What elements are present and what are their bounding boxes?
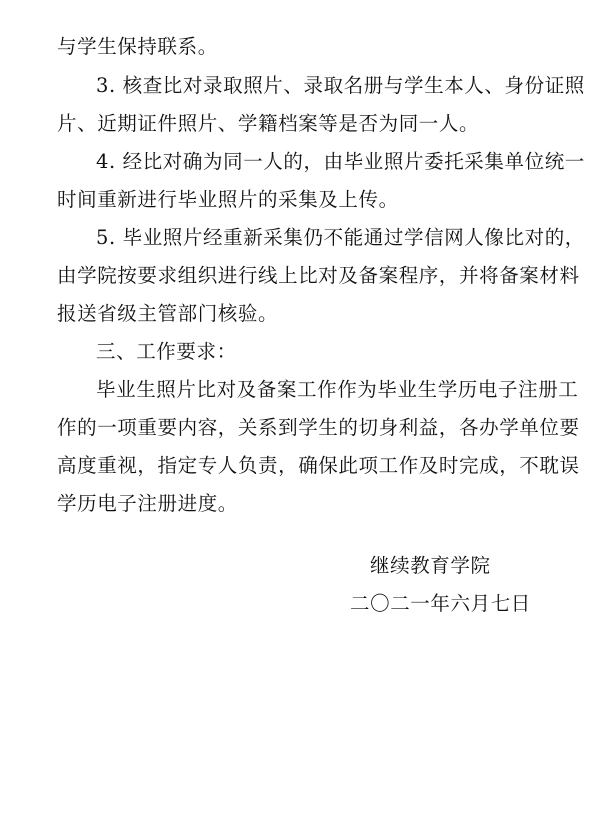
item-5-line-2: 由学院按要求组织进行线上比对及备案程序，并将备案材料 — [57, 264, 580, 287]
item-5-line-1: 5. 毕业照片经重新采集仍不能通过学信网人像比对的， — [96, 226, 585, 249]
item-3-line-1: 3. 核查比对录取照片、录取名册与学生本人、身份证照 — [96, 74, 585, 97]
item-4-line-2: 时间重新进行毕业照片的采集及上传。 — [57, 188, 399, 211]
item-4-line-1: 4. 经比对确为同一人的，由毕业照片委托采集单位统一 — [96, 150, 585, 173]
requirements-line-2: 作的一项重要内容，关系到学生的切身利益，各办学单位要 — [57, 416, 580, 439]
requirements-line-4: 学历电子注册进度。 — [57, 492, 238, 515]
item-3-line-2: 片、近期证件照片、学籍档案等是否为同一人。 — [57, 112, 480, 135]
signature-date: 二〇二一年六月七日 — [350, 592, 531, 615]
requirements-line-1: 毕业生照片比对及备案工作作为毕业生学历电子注册工 — [96, 378, 579, 401]
requirements-line-3: 高度重视，指定专人负责，确保此项工作及时完成，不耽误 — [57, 454, 580, 477]
paragraph-line-1: 与学生保持联系。 — [57, 35, 218, 58]
section-heading-work-requirements: 三、工作要求： — [96, 340, 237, 363]
item-5-line-3: 报送省级主管部门核验。 — [57, 302, 279, 325]
signature-organization: 继续教育学院 — [370, 554, 491, 577]
